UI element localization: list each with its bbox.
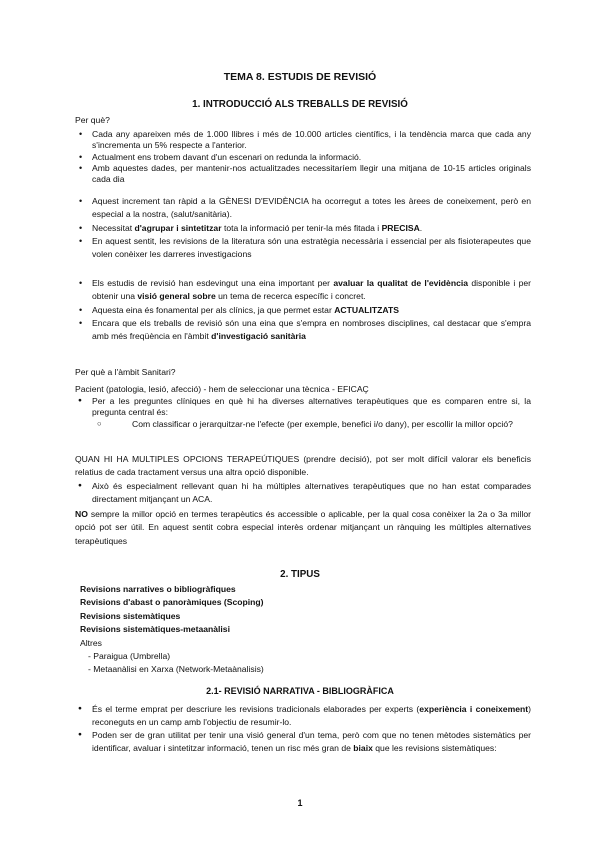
list-item: ● Per a les preguntes clíniques en què hi ha diverses alternatives terapèutiques que es comparen entre si, la pregunta central és: [75,396,531,419]
text: Els estudis de revisió han esdevingut una eina important per [92,278,334,288]
review-types-list [80,583,264,636]
document-title: TEMA 8. ESTUDIS DE REVISIÓ [223,71,377,83]
bold-text: biaix [353,742,373,753]
section-1-heading: 1. INTRODUCCIÓ ALS TREBALLS DE REVISIÓ [192,99,408,110]
review-type: Revisions sistemàtiques-metaanàlisi [80,623,230,634]
list-item [75,222,531,235]
bold-text: visió general sobre [137,291,216,302]
text: tota la informació per tenir-la més fitada i [221,222,382,233]
bold-text: NO [75,509,88,519]
other-type: - Metaanàlisi en Xarxa (Network-Metaànalisis) [88,663,264,674]
section-2-1-heading: 2.1- REVISIÓ NARRATIVA - BIBLIOGRÀFICA [206,686,394,696]
no-paragraph [75,508,531,548]
dot-list-1 [75,396,531,419]
text: . [419,222,423,233]
text: sempre la millor opció en termes terapèutics és accessible o aplicable, per la qual cosa conèixer la 2a o 3a millor opció pot ser útil. En aquest sentit cobra especial interès ordenar mitjançant un rànquing les múltiples alternatives terapèutiques [75,509,531,546]
circle-list [75,419,531,430]
bold-text: experiència i coneixement [419,704,529,714]
page-number: 1 [297,798,303,808]
text: Aquesta eina és fonamental per als clínics, ja que permet estar [92,304,335,315]
bullet-list-4 [75,703,531,755]
text: És el terme emprat per descriure les revisions tradicionals elaborades per experts ( [92,704,420,714]
list-item: • Cada any apareixen més de 1.000 llibres i més de 10.000 articles científics, i la tendència marca que cada any s'incrementa un 5% respecte a l'anterior. [75,129,531,152]
list-item: ● Això és especialment rellevant quan hi ha múltiples alternatives terapèutiques que no han estat comparades directament mitjançant un ACA. [75,480,531,506]
review-type: Revisions narratives o bibliogràfiques [80,584,236,594]
why-label: Per què? [75,115,110,125]
bold-text: avaluar la qualitat de l'evidència [333,278,469,288]
list-item [75,729,531,755]
dot-list-2 [75,480,531,506]
list-item [75,317,531,344]
list-item [75,304,531,317]
bullet-list-2 [75,195,531,262]
text: disponible i per obtenir una [92,278,531,302]
why-health-label: Per què a l'àmbit Sanitari? [75,367,176,377]
bold-text: ACTUALITZATS [334,304,399,315]
text: Encara que els treballs de revisió són una eina que s'empra en nombroses disciplines, cal destacar que s'empra amb més freqüència en l'àmbit [92,317,531,342]
review-type: Revisions sistemàtiques [80,610,181,621]
text: un tema de recerca específic i concret. [215,291,366,302]
review-type: Revisions d'abast o panoràmiques (Scoping) [80,597,264,608]
text: Poden ser de gran utilitat per tenir una visió general d'un tema, però com que no tenen mètodes sistemàtics per identificar, avaluar i sintetitzar informació, tenen un risc més gran de [92,729,531,753]
list-item [75,703,531,729]
list-item: • Actualment ens trobem davant d'un escenari on redunda la informació. [75,152,531,163]
other-type: - Paraigua (Umbrella) [88,650,171,661]
other-types [80,637,264,676]
list-item: • En aquest sentit, les revisions de la literatura són una estratègia necessària i essencial per als fisioterapeutes que volen conèixer les darreres investigacions [75,235,531,262]
bullet-list-1 [75,129,531,186]
list-item: • Aquest increment tan ràpid a la GÈNESI D'EVIDÈNCIA ha ocorregut a totes les àrees de coneixement, però en especial a la nostra, (salut/sanitària). [75,195,531,222]
text: que les revisions sistemàtiques: [372,742,497,753]
text: Necessitat [92,222,135,233]
list-item [75,277,531,304]
others-label: Altres [80,638,102,648]
text: ) reconeguts en un camp amb l'objectiu de resumir-lo. [92,704,531,727]
bullet-list-3 [75,277,531,344]
bold-text: d'agrupar i sintetitzar [134,222,222,233]
section-2-heading: 2. TIPUS [280,569,320,580]
patient-line: Pacient (patologia, lesió, afecció) - hem de seleccionar una tècnica - EFICAÇ [75,384,369,394]
multiple-options-paragraph: QUAN HI HA MULTIPLES OPCIONS TERAPEÚTIQUES (prendre decisió), pot ser molt difícil valorar els beneficis relatius de cada tractament versus una altra opció disponible. [75,454,531,477]
bold-text: PRECISA [381,222,420,233]
list-item: • Amb aquestes dades, per mantenir-nos actualitzades necessitaríem llegir una mitjana de 10-15 articles originals cada dia [75,163,531,186]
bold-text: d'investigació sanitària [211,331,306,342]
list-item: ○ Com classificar o jerarquitzar-ne l'efecte (per exemple, benefici i/o dany), per escollir la millor opció? [75,419,531,430]
